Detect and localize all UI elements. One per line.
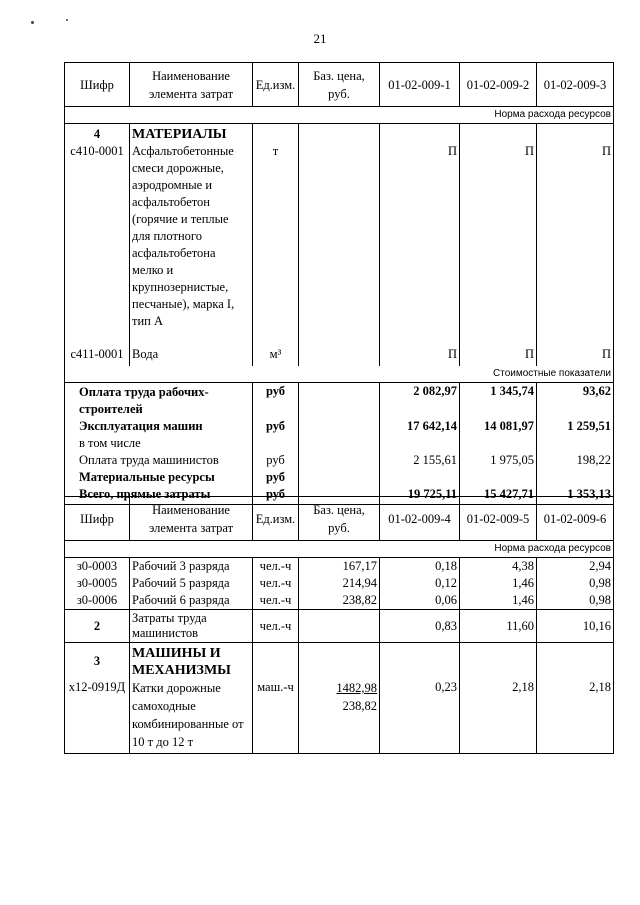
cost-row (65, 383, 614, 419)
table-row (65, 575, 614, 592)
cost-row (65, 435, 614, 452)
header-unit: Ед.изм. (253, 63, 299, 107)
labor-name: Затраты труда машинистов (130, 610, 253, 643)
labor-value-1: 0,83 (380, 610, 460, 643)
cost-unit: руб (253, 452, 299, 469)
cost-value-2: 1 345,74 (460, 383, 537, 419)
worker-value-1: 0,12 (380, 575, 460, 592)
cost-value-1: 19 725,11 (380, 486, 460, 505)
cost-row (65, 452, 614, 469)
worker-value-2: 1,46 (460, 575, 537, 592)
norm-label: Норма расхода ресурсов (65, 541, 614, 558)
page-number: 21 (313, 31, 327, 46)
section-row (65, 643, 614, 680)
header-col-6: 01-02-009-6 (537, 497, 614, 541)
worker-value-3: 0,98 (537, 592, 614, 610)
cost-value-3: 198,22 (537, 452, 614, 469)
worker-value-2: 1,46 (460, 592, 537, 610)
header-price: Баз. цена, руб. (299, 63, 380, 107)
worker-code: з0-0005 (65, 575, 130, 592)
worker-price: 238,82 (299, 592, 380, 610)
cost-value-2: 1 975,05 (460, 452, 537, 469)
header-col-4: 01-02-009-4 (380, 497, 460, 541)
worker-value-3: 2,94 (537, 558, 614, 576)
cost-value-2: 15 427,71 (460, 486, 537, 505)
labor-value-2: 11,60 (460, 610, 537, 643)
section-row (65, 124, 614, 144)
worker-value-3: 0,98 (537, 575, 614, 592)
cost-unit: руб (253, 469, 299, 486)
header-code: Шифр (65, 497, 130, 541)
table-row (65, 558, 614, 576)
table-row (65, 346, 614, 366)
cost-value-3: 93,62 (537, 383, 614, 419)
resource-table-1 (64, 62, 614, 505)
scan-speck (66, 19, 68, 21)
header-row (65, 63, 614, 107)
cost-value-1: 17 642,14 (380, 418, 460, 435)
norm-label: Норма расхода ресурсов (65, 107, 614, 124)
worker-unit: чел.-ч (253, 575, 299, 592)
worker-code: з0-0006 (65, 592, 130, 610)
header-row (65, 497, 614, 541)
item-value-1: П (380, 143, 460, 346)
labor-row (65, 610, 614, 643)
cost-row (65, 469, 614, 486)
cost-value-1: 2 082,97 (380, 383, 460, 419)
cost-name: Всего, прямые затраты (65, 486, 253, 505)
cost-row (65, 418, 614, 435)
header-code: Шифр (65, 63, 130, 107)
item-value-2: П (460, 346, 537, 366)
section-number: 4 (65, 124, 130, 144)
machine-value-1: 0,23 (380, 679, 460, 754)
item-name: Вода (130, 346, 253, 366)
cost-value-3: 1 259,51 (537, 418, 614, 435)
item-value-1: П (380, 346, 460, 366)
worker-value-1: 0,06 (380, 592, 460, 610)
item-unit: м³ (253, 346, 299, 366)
header-unit: Ед.изм. (253, 497, 299, 541)
section-number: 3 (65, 643, 130, 680)
machine-value-3: 2,18 (537, 679, 614, 754)
table-row (65, 592, 614, 610)
header-col-2: 01-02-009-2 (460, 63, 537, 107)
cost-unit: руб (253, 418, 299, 435)
table-row (65, 143, 614, 346)
cost-name: Оплата труда машинистов (65, 452, 253, 469)
item-unit: т (253, 143, 299, 346)
worker-price: 214,94 (299, 575, 380, 592)
cost-unit: руб (253, 383, 299, 419)
norm-label-row (65, 107, 614, 124)
cost-unit: руб (253, 486, 299, 505)
worker-code: з0-0003 (65, 558, 130, 576)
section-title: МАТЕРИАЛЫ (130, 124, 253, 144)
machine-value-2: 2,18 (460, 679, 537, 754)
item-value-3: П (537, 143, 614, 346)
header-col-1: 01-02-009-1 (380, 63, 460, 107)
item-name: Асфальтобетонные смеси дорожные, аэродромные и асфальтобетон (горячие и теплые для плотного асфальтобетона мелко и крупнозернистые, песчаные), марка I, тип А (130, 143, 253, 346)
cost-name: в том числе (65, 435, 253, 452)
cost-name: Эксплуатация машин (65, 418, 253, 435)
labor-number: 2 (65, 610, 130, 643)
item-value-3: П (537, 346, 614, 366)
header-name: Наименование элемента затрат (130, 63, 253, 107)
machine-price: 1482,98 (336, 681, 377, 695)
worker-name: Рабочий 3 разряда (130, 558, 253, 576)
labor-value-3: 10,16 (537, 610, 614, 643)
worker-value-1: 0,18 (380, 558, 460, 576)
cost-value-1: 2 155,61 (380, 452, 460, 469)
norm-label-row (65, 541, 614, 558)
cost-value-2: 14 081,97 (460, 418, 537, 435)
machine-name: Катки дорожные самоходные комбинированные от 10 т до 12 т (130, 679, 253, 754)
machine-unit: маш.-ч (253, 679, 299, 754)
resource-table-2 (64, 496, 614, 754)
cost-name: Материальные ресурсы (65, 469, 253, 486)
labor-unit: чел.-ч (253, 610, 299, 643)
cost-label-row (65, 366, 614, 383)
worker-price: 167,17 (299, 558, 380, 576)
worker-name: Рабочий 5 разряда (130, 575, 253, 592)
header-col-3: 01-02-009-3 (537, 63, 614, 107)
machine-price-operator: 238,82 (342, 699, 377, 713)
worker-unit: чел.-ч (253, 558, 299, 576)
header-price: Баз. цена, руб. (299, 497, 380, 541)
cost-value-3: 1 353,13 (537, 486, 614, 505)
worker-value-2: 4,38 (460, 558, 537, 576)
item-value-2: П (460, 143, 537, 346)
cost-label: Стоимостные показатели (65, 366, 614, 383)
worker-unit: чел.-ч (253, 592, 299, 610)
header-col-5: 01-02-009-5 (460, 497, 537, 541)
worker-name: Рабочий 6 разряда (130, 592, 253, 610)
item-code: с411-0001 (65, 346, 130, 366)
scan-speck (31, 21, 34, 24)
section-title: МАШИНЫ И МЕХАНИЗМЫ (130, 643, 253, 680)
machine-row (65, 679, 614, 754)
cost-name: Оплата труда рабочих-строителей (65, 383, 253, 419)
machine-code: х12-0919Д (65, 679, 130, 754)
header-name: Наименование элемента затрат (130, 497, 253, 541)
item-code: с410-0001 (65, 143, 130, 346)
